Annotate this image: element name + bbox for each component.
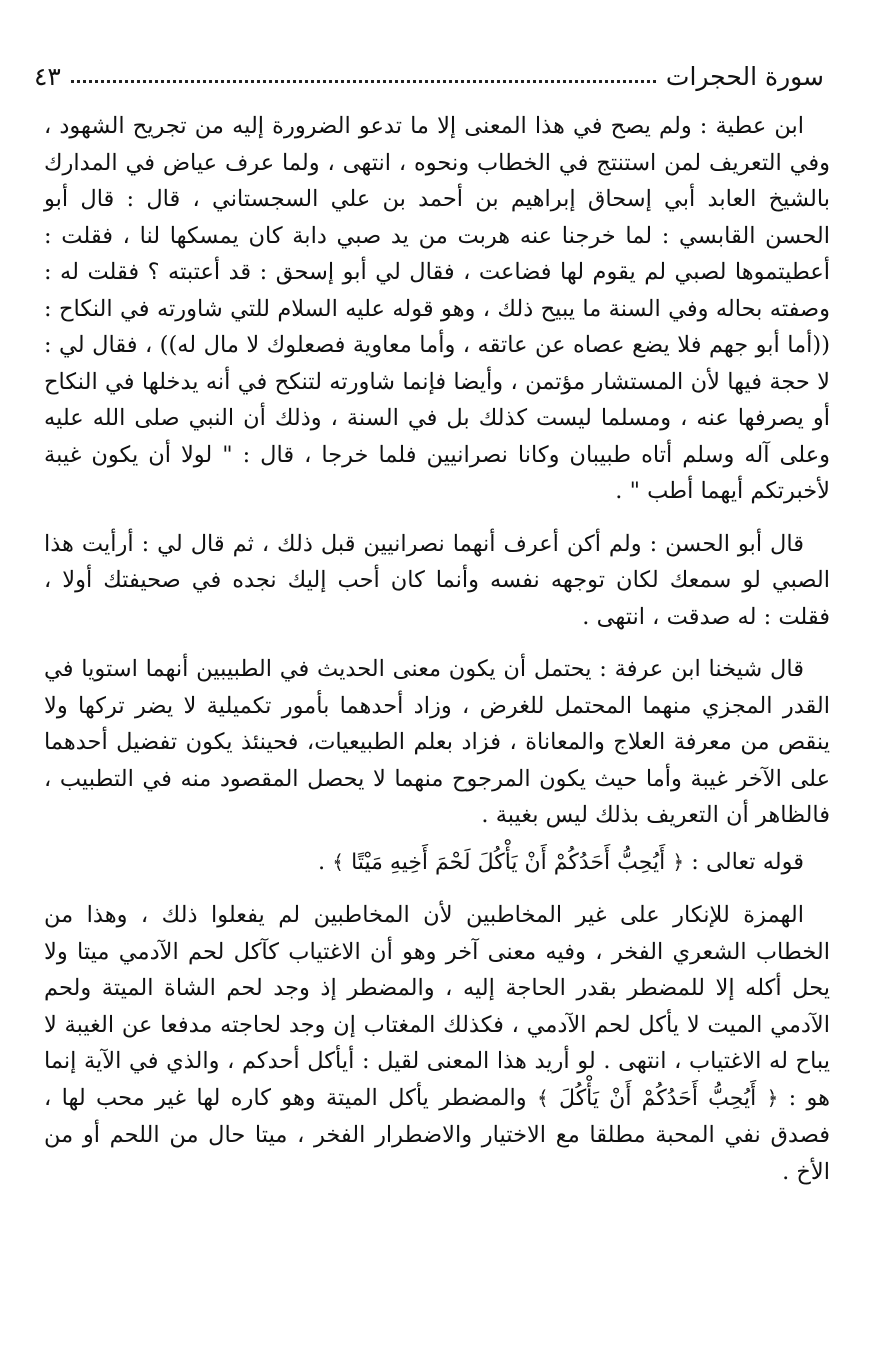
paragraph-5 [44, 897, 830, 1190]
verse-suffix: . [317, 848, 326, 875]
quran-open-bracket: ﴿ [672, 849, 685, 874]
paragraph-text: قال شيخنا ابن عرفة : يحتمل أن يكون معنى الحديث في الطبيبين أنهما استويا في القدر المجزي منهما المحتمل للغرض ، وزاد أحدهما بأمور تكميلية لا يضر تركها ولا ينقص من معرفة العلاج والمعاناة ، فزاد بعلم الطبيعيات، فحينئذ يكون تفضيل أحدهما على الآخر غيبة وأما حيث يكون المرجوح منهما لا يحصل المقصود منه في التطبيب ، فالظاهر أن التعريف بذلك ليس بغيبة . [44, 656, 830, 828]
quran-close-bracket: ﴾ [332, 849, 344, 874]
paragraph-text-part1: الهمزة للإنكار على غير المخاطبين لأن المخاطبين لم يفعلوا ذلك ، وهذا من الخطاب الشعري الفخر ، وفيه معنى آخر وهو أن الاغتياب كآكل لحم الآدمي ميتا ولا يحل أكله إلا للمضطر بقدر الحاجة إليه ، والمضطر إذ وجد لحم الشاة الميتة ولحم الآدمي الميت لا يأكل لحم الآدمي ، فكذلك المغتاب إن وجد لحاجته مدفعا عن الغيبة لا يباح له الاغتياب ، انتهى . لو أريد هذا المعنى لقيل : أيأكل أحدكم ، والذي في الآية إنما هو : [44, 902, 831, 1111]
surah-title: سورة الحجرات [665, 61, 824, 91]
paragraph-3 [44, 651, 830, 834]
paragraph-text: ابن عطية : ولم يصح في هذا المعنى إلا ما تدعو الضرورة إليه من تجريح الشهود ، وفي التعريف لمن استنتج في الخطاب ونحوه ، انتهى ، ولما عرف عياض في المدارك بالشيخ العابد أبي إسحاق إبراهيم بن أحمد بن علي السجستاني ، قال : قال أبو الحسن القابسي : لما خرجنا عنه هربت من يد صبي دابة كان يمسكها لنا ، فقلت : أعطيتموها لصبي لم يقوم لها فضاعت ، فقال لي أبو إسحق : قد أعتبته ؟ فقلت له : وصفته بحاله وفي السنة ما يبيح ذلك ، وهو قوله عليه السلام للتي شاورته في النكاح : ((أما أبو جهم فلا يضع عصاه عن عاتقه ، وأما معاوية فصعلوك لا مال له)) ، فقال لي : لا حجة فيها لأن المستشار مؤتمن ، وأيضا فإنما شاورته لتنكح في أنه يدخلها في النكاح أو يصرفها عنه ، ومسلما ليست كذلك بل في السنة ، وذلك أن النبي صلى الله عليه وعلى آله وسلم أتاه طبيبان وكانا نصرانيين فلما خرجا ، قال : " لولا أن يكون غيبة لأخبرتكم أيهما أطب " . [44, 113, 830, 504]
paragraph-text: قال أبو الحسن : ولم أكن أعرف أنهما نصرانيين قبل ذلك ، ثم قال لي : أرأيت هذا الصبي لو سمعك لكان توجهه نفسه وأنما كان أحب إليك نجده في صحيفتك أولا ، فقلت : له صدقت ، انتهى . [44, 530, 830, 630]
page-body [44, 108, 830, 1206]
quran-open-bracket: ﴿ [766, 1085, 779, 1110]
paragraph-2 [44, 526, 830, 636]
verse-prefix: قوله تعالى : [691, 848, 804, 875]
paragraph-1 [44, 108, 830, 510]
header-dotted-line [71, 80, 656, 83]
quran-verse: أَيُحِبُّ أَحَدُكُمْ أَنْ يَأْكُلَ [559, 1085, 757, 1111]
quran-verse: أَيُحِبُّ أَحَدُكُمْ أَنْ يَأْكُلَ لَحْمَ أَخِيهِ مَيْتًا [351, 849, 666, 875]
page-number: ٤٣ [34, 61, 61, 91]
page-header [34, 56, 824, 96]
quran-close-bracket: ﴾ [536, 1085, 549, 1110]
verse-line [44, 844, 830, 882]
paragraph-text-part2: والمضطر يأكل الميتة وهو كاره لها غير محب لها ، فصدق نفي المحبة مطلقا مع الاختيار والاضطرار الفخر ، ميتا حال من اللحم أو من الأخ . [44, 1084, 830, 1185]
